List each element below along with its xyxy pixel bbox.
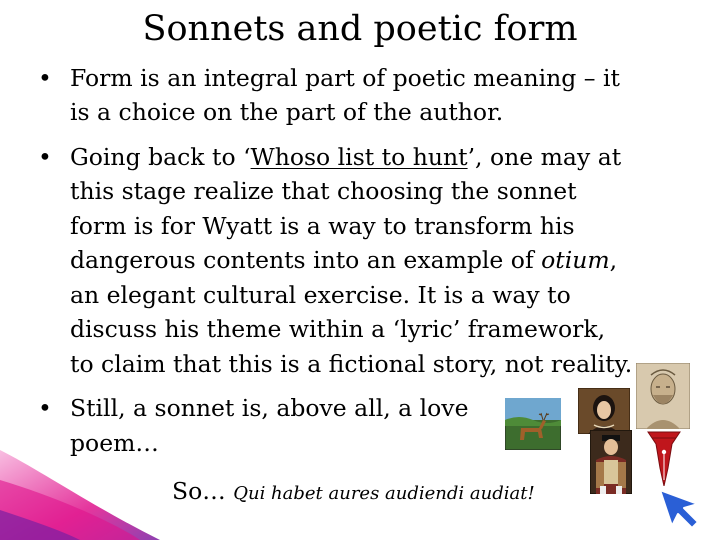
bullet-1-line-2: is a choice on the part of the author. bbox=[70, 98, 504, 126]
closing-quote bbox=[172, 476, 535, 509]
bullet-2-line-5: an elegant cultural exercise. It is a way to bbox=[70, 281, 571, 309]
poem-title-link[interactable]: Whoso list to hunt bbox=[250, 143, 468, 171]
bullet-3-line-1: Still, a sonnet is, above all, a love bbox=[70, 394, 469, 422]
bullet-marker: • bbox=[38, 64, 52, 92]
portrait-anne-boleyn bbox=[578, 388, 630, 434]
bullet-3-line-2: poem… bbox=[70, 429, 159, 457]
page-title: Sonnets and poetic form bbox=[142, 9, 578, 49]
italic-term: otium bbox=[541, 246, 610, 274]
portrait-henry-viii bbox=[590, 430, 632, 494]
bullet-2-line-3: form is for Wyatt is a way to transform his bbox=[70, 212, 575, 240]
text-span: Going back to ‘ bbox=[70, 143, 251, 171]
bullet-2-line-1 bbox=[70, 142, 621, 173]
text-span: , bbox=[609, 246, 618, 274]
latin-quote: Qui habet aures audiendi audiat! bbox=[233, 483, 535, 504]
bullet-marker: • bbox=[38, 143, 52, 171]
bullet-1-line-1: Form is an integral part of poetic meaning – it bbox=[70, 64, 620, 92]
text-span: So… bbox=[172, 477, 234, 505]
bullet-2-line-7: to claim that this is a fictional story, not reality. bbox=[70, 350, 633, 378]
bullet-2-line-6: discuss his theme within a ‘lyric’ framework, bbox=[70, 315, 606, 343]
quill-pen-icon bbox=[646, 430, 682, 486]
bullet-2-line-4 bbox=[70, 245, 617, 276]
text-span: dangerous contents into an example of bbox=[70, 246, 542, 274]
mouse-cursor-icon bbox=[658, 488, 704, 530]
deer-illustration bbox=[505, 398, 561, 450]
sketch-portrait-wyatt bbox=[636, 363, 690, 429]
text-span: ’, one may at bbox=[467, 143, 622, 171]
bullet-2-line-2: this stage realize that choosing the sonnet bbox=[70, 177, 577, 205]
bullet-marker: • bbox=[38, 394, 52, 422]
